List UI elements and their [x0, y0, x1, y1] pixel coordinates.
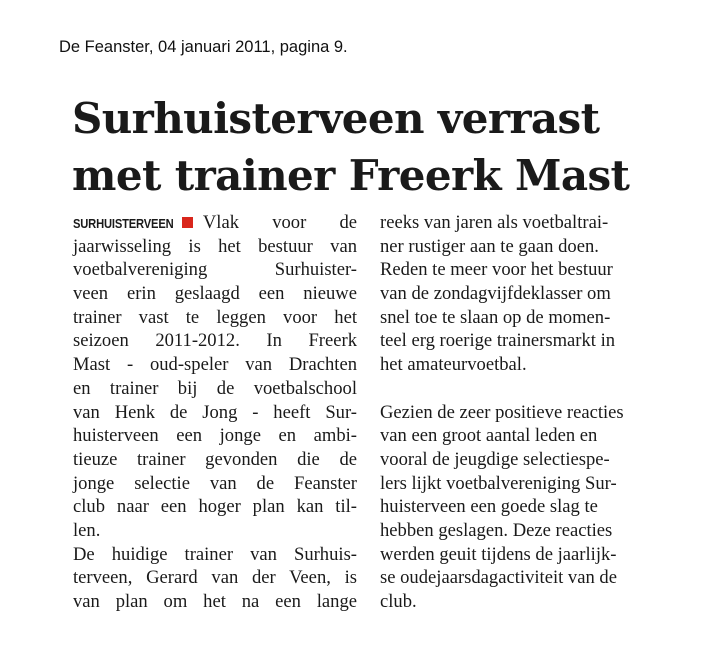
article-line: Mast - oud-speler van Drachten — [73, 354, 357, 376]
article-line: De huidige trainer van Surhuis- — [73, 543, 357, 565]
article-line: van een groot aantal leden en — [380, 425, 598, 447]
article-line-text: Vlak voor de — [202, 212, 357, 233]
article-line: reeks van jaren als voetbaltrai- — [380, 212, 609, 233]
article-line: huisterveen een goede slag te — [380, 496, 598, 518]
article-line: van de zondagvijfdeklasser om — [380, 283, 611, 305]
article-line: hebben geslagen. Deze reacties — [380, 519, 613, 541]
article-line: veen erin geslaagd een nieuwe — [73, 283, 357, 305]
article-line: huisterveen een jonge en ambi- — [73, 425, 357, 447]
article-line: jonge selectie van de Feanster — [73, 472, 357, 494]
article-line: tieuze trainer gevonden die de — [73, 448, 357, 470]
article-line: lers lijkt voetbalvereniging Sur- — [380, 472, 617, 494]
article-line: club naar een hoger plan kan til- — [73, 496, 357, 518]
article-line: trainer vast te leggen voor het — [73, 306, 357, 328]
article-line: seizoen 2011-2012. In Freerk — [73, 330, 357, 352]
article-line: van plan om het na een lange — [73, 591, 357, 612]
article-line: Reden te meer voor het bestuur — [380, 259, 613, 281]
article-line: teel erg roerige trainersmarkt in — [380, 330, 616, 352]
article-line: len. — [73, 519, 101, 541]
headline-line-1: Surhuisterveen verrast — [72, 94, 600, 143]
article-line: het amateurvoetbal. — [380, 354, 527, 376]
article-line: van Henk de Jong - heeft Sur- — [73, 401, 357, 423]
headline-line-2: met trainer Freerk Mast — [72, 151, 630, 200]
red-square-bullet-icon — [182, 217, 193, 228]
article-line: club. — [380, 591, 417, 612]
article-line: werden geuit tijdens de jaarlijk- — [380, 543, 617, 565]
article-line — [73, 211, 357, 235]
source-citation: De Feanster, 04 januari 2011, pagina 9. — [59, 38, 348, 56]
paragraph-gap — [380, 377, 661, 401]
article-line: en trainer bij de voetbalschool — [73, 377, 357, 399]
article-line: terveen, Gerard van der Veen, is — [73, 567, 357, 589]
article-line: vooral de jeugdige selectiespe- — [380, 448, 610, 470]
article-line: ner rustiger aan te gaan doen. — [380, 235, 599, 257]
article-line: voetbalvereniging Surhuister- — [73, 259, 357, 281]
article-line: snel toe te slaan op de momen- — [380, 306, 611, 328]
article-line: jaarwisseling is het bestuur van — [73, 235, 357, 257]
article-line: se oudejaarsdagactiviteit van de — [380, 567, 617, 589]
article-line: Gezien de zeer positieve reacties — [380, 401, 624, 423]
headline — [72, 90, 692, 204]
article-column-right — [380, 211, 661, 614]
dateline: SURHUISTERVEEN — [73, 216, 174, 231]
article-column-left — [73, 211, 357, 614]
